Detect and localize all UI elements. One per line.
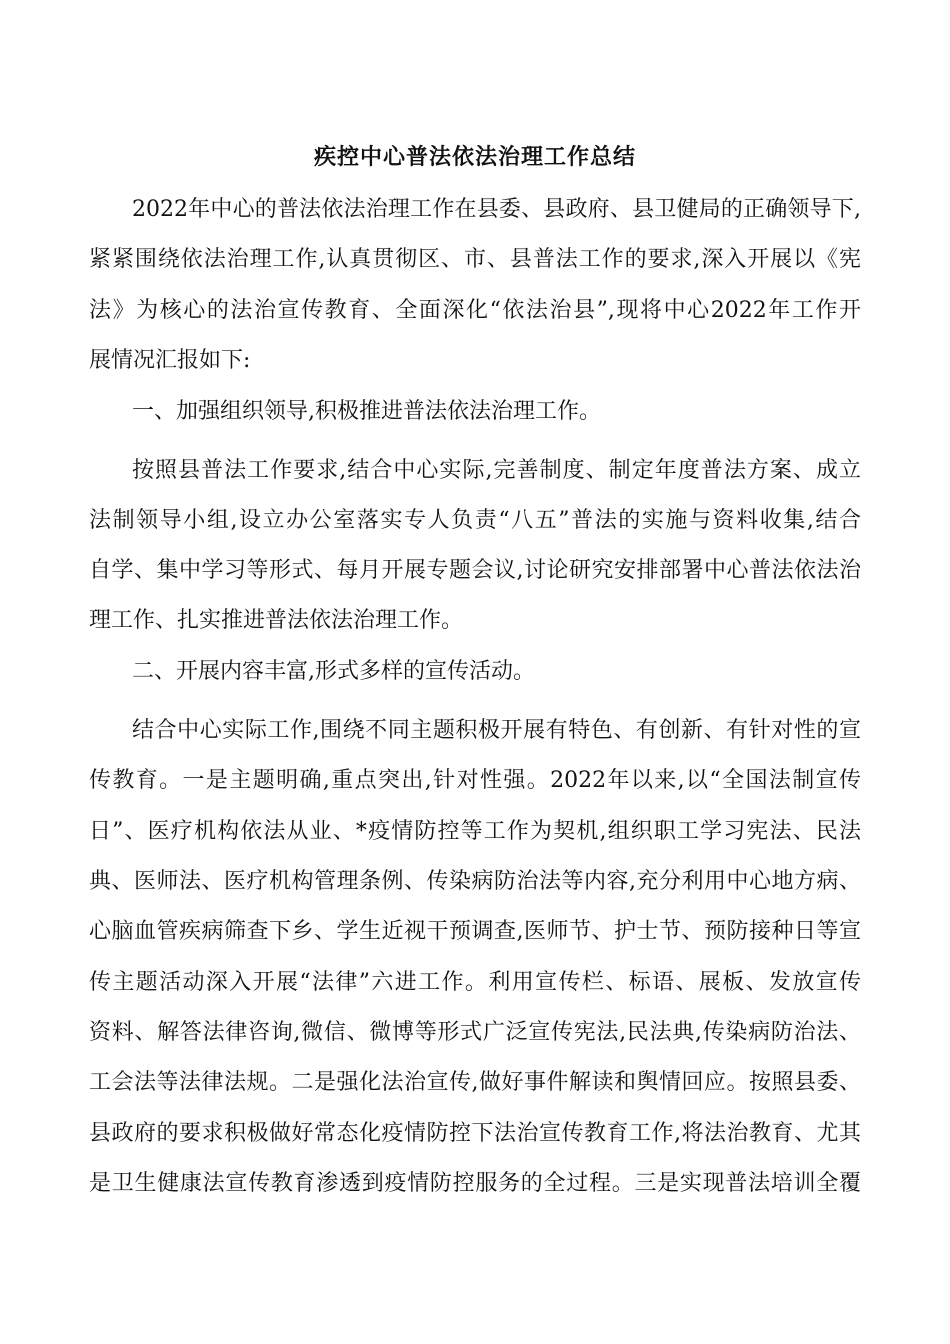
paragraph-line: 工会法等法律法规。二是强化法治宣传,做好事件解读和舆情回应。按照县委、 [89, 1070, 861, 1095]
paragraph-line: 法制领导小组,设立办公室落实专人负责“八五”普法的实施与资料收集,结合 [89, 508, 861, 533]
paragraph-line: 日”、医疗机构依法从业、*疫情防控等工作为契机,组织职工学习宪法、民法 [89, 819, 861, 844]
section-heading: 二、开展内容丰富,形式多样的宣传活动。 [132, 659, 535, 684]
paragraph-line: 传教育。一是主题明确,重点突出,针对性强。2022年以来,以“全国法制宣传 [89, 768, 861, 793]
paragraph-line: 是卫生健康法宣传教育渗透到疫情防控服务的全过程。三是实现普法培训全覆 [89, 1171, 861, 1196]
paragraph-line: 理工作、扎实推进普法依法治理工作。 [89, 608, 464, 633]
paragraph-line: 2022年中心的普法依法治理工作在县委、县政府、县卫健局的正确领导下, [132, 197, 861, 222]
paragraph-line: 心脑血管疾病筛查下乡、学生近视干预调查,医师节、护士节、预防接种日等宣 [89, 919, 861, 944]
paragraph-line: 按照县普法工作要求,结合中心实际,完善制度、制定年度普法方案、成立 [132, 458, 861, 483]
paragraph-line: 法》为核心的法治宣传教育、全面深化“依法治县”,现将中心2022年工作开 [89, 298, 861, 323]
paragraph-line: 结合中心实际工作,围绕不同主题积极开展有特色、有创新、有针对性的宣 [132, 718, 861, 743]
document-title: 疾控中心普法依法治理工作总结 [313, 144, 636, 170]
paragraph-line: 典、医师法、医疗机构管理条例、传染病防治法等内容,充分利用中心地方病、 [89, 869, 861, 894]
paragraph-line: 自学、集中学习等形式、每月开展专题会议,讨论研究安排部署中心普法依法治 [89, 558, 861, 583]
paragraph-line: 紧紧围绕依法治理工作,认真贯彻区、市、县普法工作的要求,深入开展以《宪 [89, 247, 861, 272]
paragraph-line: 展情况汇报如下: [89, 348, 251, 373]
paragraph-line: 县政府的要求积极做好常态化疫情防控下法治宣传教育工作,将法治教育、尤其 [89, 1121, 861, 1146]
paragraph-line: 资料、解答法律咨询,微信、微博等形式广泛宣传宪法,民法典,传染病防治法、 [89, 1020, 861, 1045]
section-heading: 一、加强组织领导,积极推进普法依法治理工作。 [132, 399, 601, 424]
paragraph-line: 传主题活动深入开展“法律”六进工作。利用宣传栏、标语、展板、发放宣传 [89, 970, 861, 995]
